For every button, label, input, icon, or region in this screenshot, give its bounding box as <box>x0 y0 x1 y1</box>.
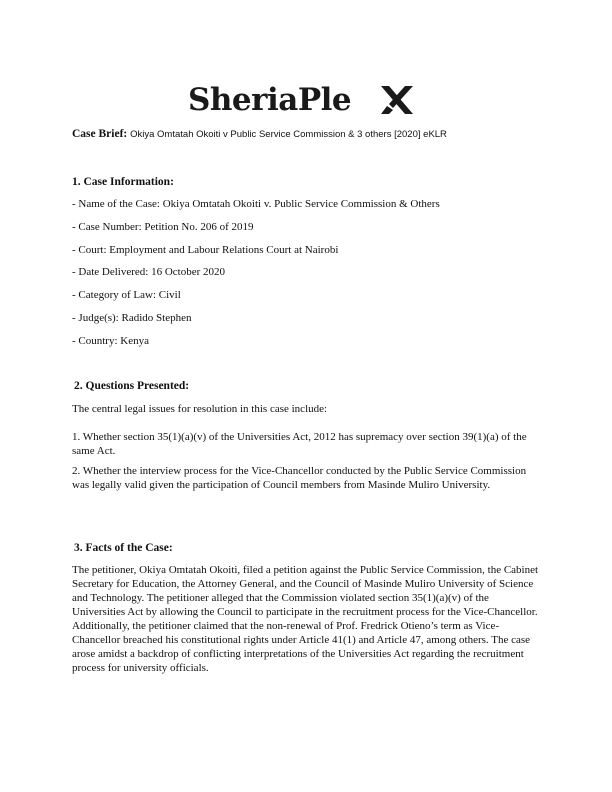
info-line-category: - Category of Law: Civil <box>72 289 181 301</box>
info-line-country: - Country: Kenya <box>72 335 149 347</box>
logo-text: SheriaPle <box>188 82 352 118</box>
section-heading-questions: 2. Questions Presented: <box>74 380 190 392</box>
section-heading-case-information: 1. Case Information: <box>72 176 174 188</box>
x-logo-mark <box>379 84 415 116</box>
info-line-name: - Name of the Case: Okiya Omtatah Okoiti v. Public Service Commission & Others <box>72 198 440 210</box>
section-heading-facts: 3. Facts of the Case: <box>74 542 173 554</box>
info-line-case-number: - Case Number: Petition No. 206 of 2019 <box>72 221 254 233</box>
case-brief-label: Case Brief: <box>72 128 128 140</box>
info-line-judges: - Judge(s): Radido Stephen <box>72 312 192 324</box>
info-line-court: - Court: Employment and Labour Relations Court at Nairobi <box>72 244 339 256</box>
case-brief-line <box>72 128 447 140</box>
sheriaplex-logo <box>188 78 428 122</box>
info-line-date: - Date Delivered: 16 October 2020 <box>72 266 226 278</box>
question-2: 2. Whether the interview process for the Vice-Chancellor conducted by the Public Service Commission was legally valid given the participation of Council members from Masinde Muliro University. <box>72 465 527 491</box>
questions-intro: The central legal issues for resolution in this case include: <box>72 403 328 415</box>
facts-paragraph: The petitioner, Okiya Omtatah Okoiti, filed a petition against the Public Service Commission, the Cabinet Secretary for Education, the Attorney General, and the Council of Masinde Muliro University of Science and Technology. The petitioner alleged that the Commission violated section 35(1)(a)(v) of the Universities Act by allowing the Council to participate in the recruitment process for the Vice-Chancellor. Additionally, the petitioner claimed that the non-renewal of Prof. Fredrick Otieno’s term as Vice-Chancellor breached his constitutional rights under Article 41(1) and Article 47, among others. The case arose amidst a backdrop of conflicting interpretations of the Universities Act regarding the recruitment process for university officials. <box>72 564 539 674</box>
question-1: 1. Whether section 35(1)(a)(v) of the Universities Act, 2012 has supremacy over section 39(1)(a) of the same Act. <box>72 431 527 457</box>
case-brief-title: Okiya Omtatah Okoiti v Public Service Commission & 3 others [2020] eKLR <box>130 129 447 140</box>
